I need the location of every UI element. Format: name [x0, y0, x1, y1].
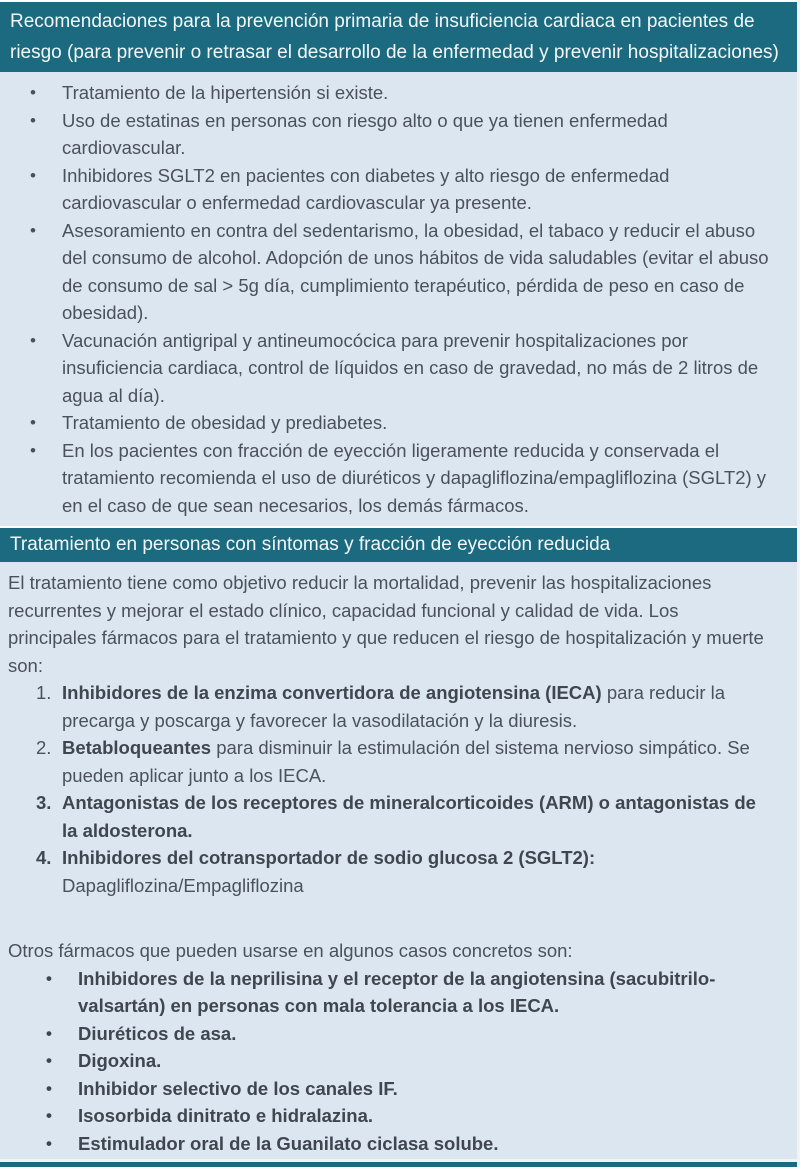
list-number: 2. [36, 737, 52, 758]
bullet-icon: • [30, 440, 36, 460]
bullet-icon: • [30, 413, 36, 432]
list-item-text: Tratamiento de la hipertensión si existe. [62, 82, 389, 103]
list-number: 3. [36, 792, 52, 813]
list-item [0, 1102, 775, 1130]
bullet-icon: • [30, 165, 36, 185]
list-item-text: Estimulador oral de la Guanilato ciclasa solube. [78, 1132, 499, 1154]
other-drugs-intro: Otros fármacos que pueden usarse en algunos casos concretos son: [8, 940, 573, 961]
next-section-header-partial [0, 1159, 797, 1167]
list-item [0, 965, 775, 1020]
list-item [0, 844, 775, 899]
drug-name-bold: Inhibidores del cotransportador de sodio glucosa 2 (SGLT2): [62, 847, 596, 868]
list-item [0, 327, 775, 410]
drug-name-bold: Antagonistas de los receptores de mineralcorticoides (ARM) o antagonistas de la aldosterona. [62, 792, 756, 841]
list-item-text: Inhibidores SGLT2 en pacientes con diabetes y alto riesgo de enfermedad cardiovascular o enfermedad cardiovascular ya presente. [62, 164, 670, 213]
list-item [0, 409, 775, 437]
list-item-text: Diuréticos de asa. [78, 1022, 237, 1044]
bullet-icon: • [30, 83, 36, 102]
list-item [0, 1130, 775, 1158]
table-header-treatment: Tratamiento en personas con síntomas y fracción de eyección reducida [0, 528, 797, 562]
list-number: 4. [36, 847, 52, 868]
other-drugs-bullet-list [0, 965, 775, 1158]
list-item [0, 437, 775, 520]
drug-description: para reducir la precarga y poscarga y favorecer la vasodilatación y la diuresis. [62, 682, 726, 731]
list-item [0, 107, 775, 162]
bullet-icon: • [46, 968, 52, 988]
list-item-text: Isosorbida dinitrato e hidralazina. [78, 1105, 374, 1126]
list-item [0, 789, 775, 844]
prevention-section [0, 72, 797, 526]
list-item-text: Asesoramiento en contra del sedentarismo, la obesidad, el tabaco y reducir el abuso del consumo de alcohol. Adopción de unos hábitos de vida saludables (evitar el abuso de consumo de sal > 5g día, cumplimiento terapéutico, pérdida de peso en caso de obesidad). [62, 219, 769, 323]
treatment-intro-paragraph: El tratamiento tiene como objetivo reducir la mortalidad, prevenir las hospitalizaciones recurrentes y mejorar el estado clínico, capacidad funcional y calidad de vida. Los principales fármacos para el tratamiento y que reducen el riesgo de hospitalización y muerte son: [8, 572, 764, 676]
prevention-bullet-list [0, 79, 775, 519]
list-item-text: Tratamiento de obesidad y prediabetes. [62, 412, 388, 433]
table-header-prevention: Recomendaciones para la prevención primaria de insuficiencia cardiaca en pacientes de riesgo (para prevenir o retrasar el desarrollo de la enfermedad y prevenir hospitalizaciones) [0, 2, 797, 72]
bullet-icon: • [46, 1023, 52, 1043]
list-number: 1. [36, 682, 52, 703]
bullet-icon: • [46, 1106, 52, 1125]
list-item-text: Uso de estatinas en personas con riesgo alto o que ya tienen enfermedad cardiovascular. [62, 109, 668, 158]
list-item-text: En los pacientes con fracción de eyección ligeramente reducida y conservada el tratamiento recomienda el uso de diuréticos y dapagliflozina/empagliflozina (SGLT2) y en el caso de que sean necesarios, los demás fármacos. [62, 439, 767, 516]
list-item [0, 79, 775, 107]
bullet-icon: • [46, 1133, 52, 1153]
list-item-text: Vacunación antigripal y antineumocócica para prevenir hospitalizaciones por insuficiencia cardiaca, control de líquidos en caso de gravedad, no más de 2 litros de agua al día). [62, 329, 759, 406]
list-item [0, 1047, 775, 1075]
list-item [0, 217, 775, 327]
drug-name-bold: Betabloqueantes [62, 737, 212, 758]
main-drugs-numbered-list [0, 679, 775, 899]
bullet-icon: • [30, 220, 36, 240]
bullet-icon: • [46, 1051, 52, 1070]
drug-description: para disminuir la estimulación del sistema nervioso simpático. Se pueden aplicar junto a los IECA. [62, 737, 750, 786]
bullet-icon: • [30, 330, 36, 350]
treatment-section [0, 562, 797, 1164]
list-item [0, 162, 775, 217]
drug-description: Dapagliflozina/Empagliflozina [62, 874, 304, 896]
list-item [0, 1020, 775, 1048]
bullet-icon: • [46, 1078, 52, 1098]
list-item [0, 1075, 775, 1103]
list-item [0, 679, 775, 734]
list-item-text: Digoxina. [78, 1050, 162, 1071]
list-item-text: Inhibidores de la neprilisina y el receptor de la angiotensina (sacubitrilo-valsartán) en personas con mala tolerancia a los IECA. [78, 967, 716, 1016]
list-item [0, 734, 775, 789]
list-item-text: Inhibidor selectivo de los canales IF. [78, 1077, 398, 1099]
drug-name-bold: Inhibidores de la enzima convertidora de angiotensina (IECA) [62, 682, 602, 703]
bullet-icon: • [30, 110, 36, 130]
